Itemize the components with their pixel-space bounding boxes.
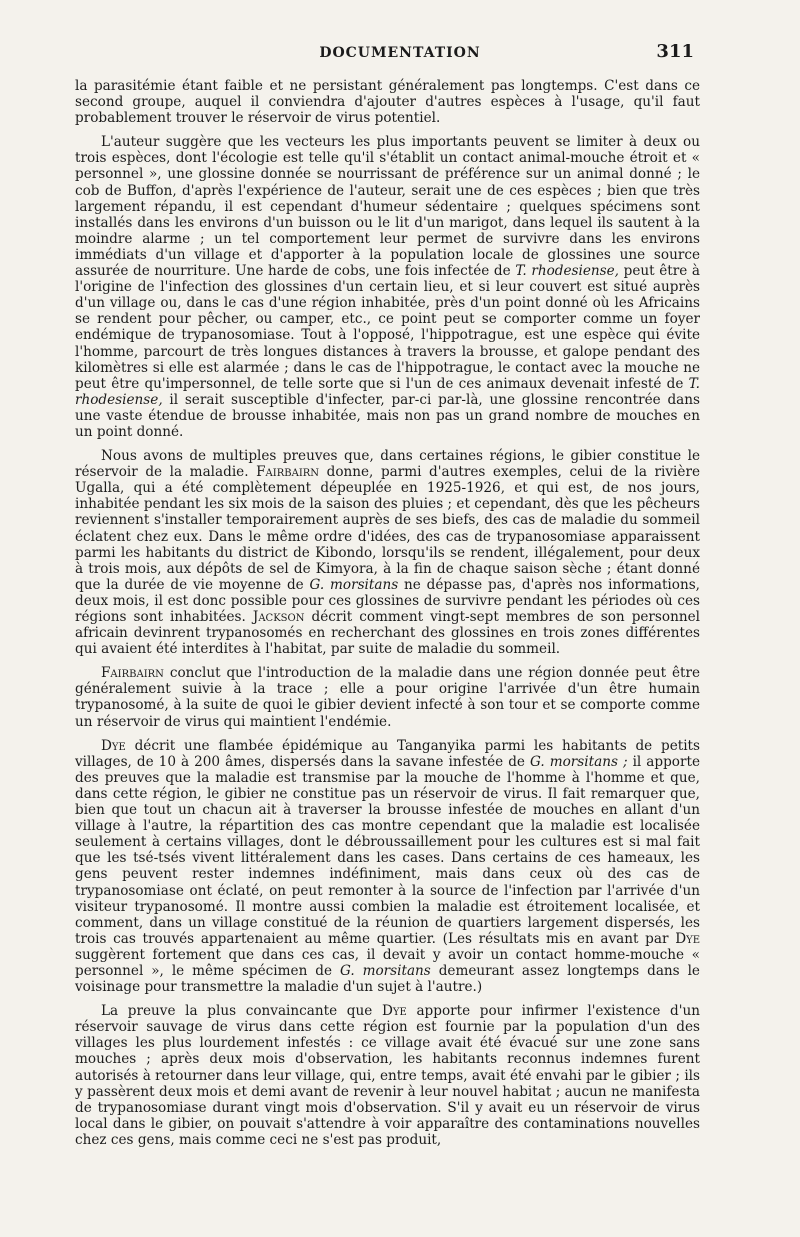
text-run: conclut que l'introduction de la maladie dans une région donnée peut être généralement suivie à la trace ; elle a pour origine l'arrivée d'un être humain trypanosomé, à la suite de quoi le gibier devient infecté à son tour et se comporte comme un réservoir de virus qui maintient l'endémie. — [75, 665, 700, 730]
text-run: ne dépasse pas, d'après nos informations, deux mois, il est donc possible pour ces glossines de survivre pendant les périodes où ces régions sont inhabitées. — [75, 576, 701, 625]
text-run: décrit une flambée épidémique au Tanganyika parmi les habitants de petits villages, de 10 à 200 âmes, dispersés dans la savane infestée de — [75, 737, 700, 770]
italic-text: G. morsitans — [309, 576, 399, 593]
text-run: apporte pour infirmer l'existence d'un réservoir sauvage de virus dans cette région est fournie par la population d'un des villages les plus lourdement infestés : ce village avait été évacué sur une zone sans mouches ; après deux mois d'observation, les habitants reconnus indemnes furent autorisés à retourner dans leur village, qui, entre temps, avait été envahi par le gibier ; ils y passèrent deux mois et demi avant de revenir à leur nouvel habitat ; aucun ne manifesta de trypanosomiase durant vingt mois d'observation. S'il y avait eu un réservoir de virus local dans le gibier, on pouvait s'attendre à voir apparaître des contaminations nouvelles chez ces gens, mais comme ceci ne s'est pas produit, — [75, 1003, 700, 1148]
author-name: Fairbairn — [256, 464, 320, 481]
italic-text: G. morsitans — [339, 962, 431, 979]
running-title: DOCUMENTATION — [319, 45, 481, 61]
italic-text: T. rhodesiense, — [515, 263, 619, 280]
paragraph — [75, 134, 700, 440]
text-run: L'auteur suggère que les vecteurs les plus importants peuvent se limiter à deux ou trois espèces, dont l'écologie est telle qu'il s'établit un contact animal-mouche étroit et « personnel », une glossine donnée se nourrissant de préférence sur un animal donné ; le cob de Buffon, d'après l'expérience de l'auteur, serait une de ces espèces ; bien que très largement répandu, il est cependant d'humeur sédentaire ; quelques spécimens sont installés dans les environs d'un buisson ou le lit d'un marigot, dans lequel ils sautent à la moindre alarme ; un tel comportement leur permet de survivre dans les environs immédiats d'un village et d'apporter à la population locale de glossines une source assurée de nourriture. Une harde de cobs, une fois infectée de — [75, 134, 700, 280]
author-name: Dye — [675, 930, 700, 947]
paragraph — [75, 78, 700, 126]
text-run: suggèrent fortement que dans ces cas, il devait y avoir un contact homme-mouche « personnel », le même spécimen de — [75, 946, 700, 979]
author-name: Fairbairn — [101, 665, 164, 682]
paragraph — [75, 1003, 700, 1148]
italic-text: G. morsitans ; — [530, 753, 628, 770]
page-number: 311 — [656, 41, 694, 62]
author-name: Jackson — [252, 609, 305, 625]
text-run: peut être à l'origine de l'infection des glossines d'un certain lieu, et si leur couvert est situé auprès d'un village ou, dans le cas d'une région inhabitée, près d'un point donné où les Africains se rendent pour pêcher, ou camper, etc., ce point peut se comporter comme un foyer endémique de trypanosomiase. Tout à l'opposé, l'hippotrague, est une espèce qui évite l'homme, parcourt de très longues distances à travers la brousse, et galope pendant des kilomètres si elle est alarmée ; dans le cas de l'hippotrague, le contact avec la mouche ne peut être qu'impersonnel, de telle sorte que si l'un de ces animaux devenait infesté de — [75, 263, 700, 392]
text-run: Nous avons de multiples preuves que, dans certaines régions, le gibier constitue le réservoir de la maladie. — [75, 448, 700, 481]
text-run: décrit comment vingt-sept membres de son personnel africain devinrent trypanosomés en recherchant des glossines en trois zones différentes qui avaient été interdites à l'habitat, par suite de maladie du sommeil. — [75, 609, 700, 658]
italic-text: T. rhodesiense, — [75, 375, 700, 408]
author-name: Dye — [101, 737, 126, 754]
paragraph — [75, 448, 700, 657]
text-run: La preuve la plus convaincante que — [101, 1003, 382, 1020]
text-run: il serait susceptible d'infecter, par-ci par-là, une glossine rencontrée dans une vaste étendue de brousse inhabitée, mais non pas un grand nombre de mouches en un point donné. — [75, 391, 700, 440]
paragraph — [75, 665, 700, 729]
body-text — [75, 78, 700, 1156]
text-run: il apporte des preuves que la maladie est transmise par la mouche de l'homme à l'homme et que, dans cette région, le gibier ne constitue pas un réservoir de virus. Il fait remarquer que, bien que tout un chacun ait à traverser la brousse infestée de mouches en allant d'un village à l'autre, la répartition des cas montre cependant que la maladie est localisée seulement à certains villages, dont le débroussaillement pour les cultures est si mal fait que les tsé-tsés vivent littéralement dans les cases. Dans certains de ces hameaux, les gens peuvent rester indemnes indéfiniment, mais dans ceux où des cas de trypanosomiase ont éclaté, on peut remonter à la source de l'infection par l'arrivée d'un visiteur trypanosomé. Il montre aussi combien la maladie est étroitement localisée, et comment, dans un village constitué de la réunion de quartiers largement dispersés, les trois cas trouvés appartenaient au même quartier. (Les résultats mis en avant par — [75, 753, 700, 947]
text-run: la parasitémie étant faible et ne persistant généralement pas longtemps. C'est dans ce second groupe, auquel il conviendra d'ajouter d'autres espèces à l'usage, qu'il faut probablement trouver le réservoir de virus potentiel. — [75, 78, 700, 127]
text-run: donne, parmi d'autres exemples, celui de la rivière Ugalla, qui a été complètement dépeuplée en 1925-1926, et qui est, de nos jours, inhabitée pendant les six mois de la saison des pluies ; et cependant, dès que les pêcheurs reviennent s'installer temporairement auprès de ses biefs, des cas de maladie du sommeil éclatent chez eux. Dans le même ordre d'idées, des cas de trypanosomiase apparaissent parmi les habitants du district de Kibondo, lorsqu'ils se rendent, illégalement, pour deux à trois mois, aux dépôts de sel de Kimyora, à la fin de chaque saison sèche ; étant donné que la durée de vie moyenne de — [75, 464, 700, 593]
paragraph — [75, 738, 700, 996]
author-name: Dye — [381, 1003, 407, 1020]
text-run: demeurant assez longtemps dans le voisinage pour transmettre la maladie d'un sujet à l'autre.) — [75, 962, 700, 996]
